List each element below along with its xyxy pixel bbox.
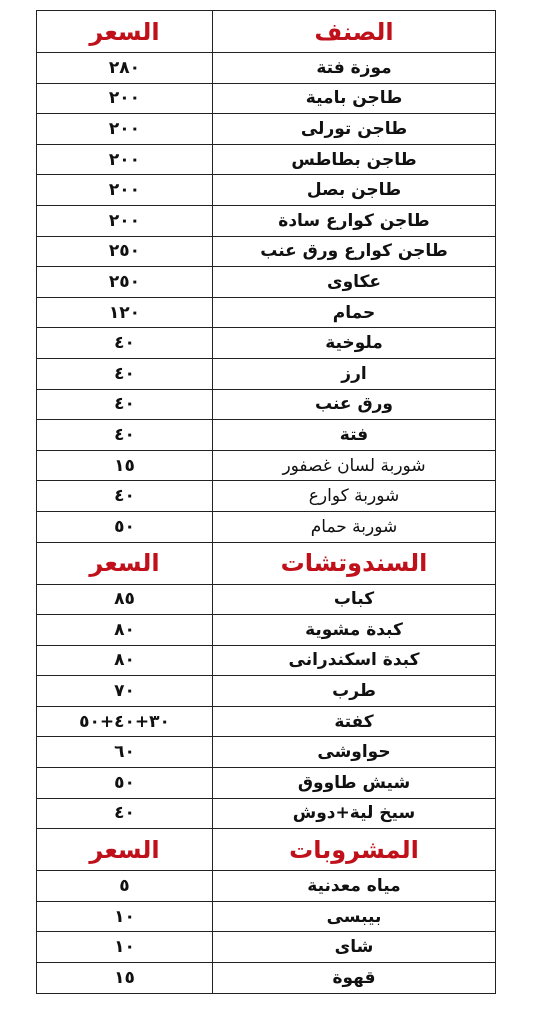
item-name: ملوخية (213, 328, 496, 359)
table-row (37, 932, 496, 963)
section-title: الصنف (213, 11, 496, 53)
item-name: طاجن كوارع ورق عنب (213, 236, 496, 267)
item-name: شوربة لسان غصفور (213, 450, 496, 481)
item-name: موزة فتة (213, 53, 496, 84)
table-row (37, 481, 496, 512)
table-row (37, 267, 496, 298)
item-price: ٢٠٠ (37, 83, 213, 114)
table-row (37, 676, 496, 707)
item-name: كفتة (213, 706, 496, 737)
item-name: طاجن بصل (213, 175, 496, 206)
item-price: ١٥ (37, 450, 213, 481)
item-name: شوربة حمام (213, 511, 496, 542)
item-name: بيبسى (213, 901, 496, 932)
table-row (37, 236, 496, 267)
item-price: ٥ (37, 871, 213, 902)
item-price: ٧٠ (37, 676, 213, 707)
table-row (37, 450, 496, 481)
item-name: فتة (213, 420, 496, 451)
section-header (37, 11, 496, 53)
item-name: طاجن كوارع سادة (213, 205, 496, 236)
section-title: المشروبات (213, 829, 496, 871)
table-row (37, 420, 496, 451)
table-row (37, 901, 496, 932)
item-name: حمام (213, 297, 496, 328)
table-row (37, 768, 496, 799)
table-row (37, 389, 496, 420)
item-price: ٢٠٠ (37, 144, 213, 175)
table-row (37, 511, 496, 542)
item-name: مياه معدنية (213, 871, 496, 902)
item-name: ارز (213, 358, 496, 389)
table-row (37, 737, 496, 768)
menu-price-table (36, 10, 496, 994)
item-price: ٤٠ (37, 328, 213, 359)
item-name: كبدة مشوية (213, 615, 496, 646)
table-row (37, 83, 496, 114)
item-price: ٣٠+٤٠+٥٠ (37, 706, 213, 737)
item-name: كباب (213, 584, 496, 615)
table-row (37, 584, 496, 615)
item-price: ١٥ (37, 963, 213, 994)
item-name: طاجن تورلى (213, 114, 496, 145)
table-row (37, 963, 496, 994)
item-price: ٨٠ (37, 645, 213, 676)
item-name: طاجن بطاطس (213, 144, 496, 175)
item-price: ٢٠٠ (37, 205, 213, 236)
item-price: ١٢٠ (37, 297, 213, 328)
item-price: ٤٠ (37, 420, 213, 451)
table-row (37, 615, 496, 646)
item-name: عكاوى (213, 267, 496, 298)
section-header (37, 542, 496, 584)
item-price: ٤٠ (37, 358, 213, 389)
item-price: ٨٥ (37, 584, 213, 615)
table-row (37, 53, 496, 84)
item-price: ١٠ (37, 901, 213, 932)
table-row (37, 328, 496, 359)
item-name: سيخ لية+دوش (213, 798, 496, 829)
price-column-header: السعر (37, 542, 213, 584)
table-row (37, 144, 496, 175)
item-name: شيش طاووق (213, 768, 496, 799)
item-name: قهوة (213, 963, 496, 994)
item-price: ٤٠ (37, 389, 213, 420)
item-price: ٦٠ (37, 737, 213, 768)
table-row (37, 358, 496, 389)
item-name: شوربة كوارع (213, 481, 496, 512)
item-name: ورق عنب (213, 389, 496, 420)
table-row (37, 706, 496, 737)
table-row (37, 645, 496, 676)
section-title: السندوتشات (213, 542, 496, 584)
item-name: حواوشى (213, 737, 496, 768)
item-name: طاجن بامية (213, 83, 496, 114)
item-price: ٥٠ (37, 511, 213, 542)
item-name: كبدة اسكندرانى (213, 645, 496, 676)
table-row (37, 205, 496, 236)
item-price: ٤٠ (37, 481, 213, 512)
table-row (37, 114, 496, 145)
table-row (37, 297, 496, 328)
item-price: ٢٨٠ (37, 53, 213, 84)
item-price: ٢٥٠ (37, 236, 213, 267)
item-price: ١٠ (37, 932, 213, 963)
table-row (37, 871, 496, 902)
item-name: طرب (213, 676, 496, 707)
item-name: شاى (213, 932, 496, 963)
item-price: ٢٠٠ (37, 114, 213, 145)
item-price: ٢٥٠ (37, 267, 213, 298)
item-price: ٢٠٠ (37, 175, 213, 206)
table-row (37, 175, 496, 206)
item-price: ٥٠ (37, 768, 213, 799)
price-column-header: السعر (37, 11, 213, 53)
item-price: ٤٠ (37, 798, 213, 829)
section-header (37, 829, 496, 871)
price-column-header: السعر (37, 829, 213, 871)
item-price: ٨٠ (37, 615, 213, 646)
table-row (37, 798, 496, 829)
